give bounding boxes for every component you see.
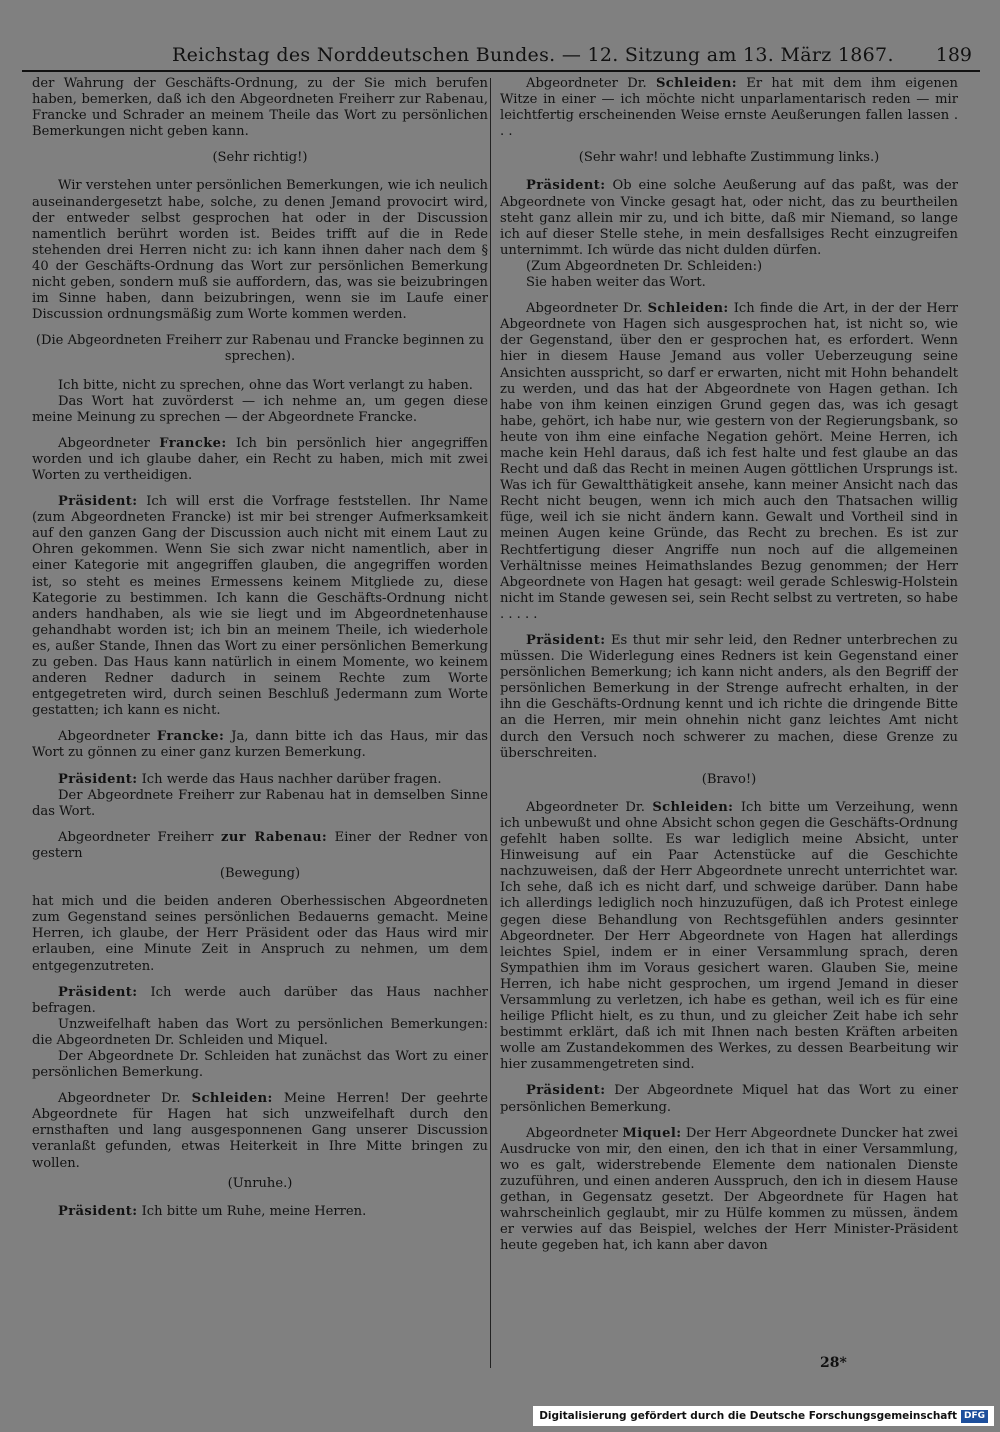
remark: (Bewegung) <box>219 866 301 882</box>
speech <box>500 1126 958 1255</box>
paragraph: Wir verstehen unter persönlichen Bemerkungen, wie ich neulich auseinandergesetzt habe, solche, zu denen Jemand provocirt wird, der entweder selbst gesprochen hat oder in der Discussion namentlich berührt worden ist. Beides trifft auf die in Rede stehenden drei Herren nicht zu: ich kann ihnen daher nach dem § 40 der Geschäfts-Ordnung das Wort zur persönlichen Bemerkung nicht geben, sondern muß sie auffordern, das, was sie beizubringen im Sinne haben, dann beizubringen, wenn sie im Laufe einer Discussion ordnungsmäßig zum Worte kommen werden. <box>32 178 488 323</box>
speech <box>500 178 958 258</box>
speech-text: Meine Herren! Der geehrte Abgeordnete für Hagen hat sich unzweifelhaft durch den ernsthaften und lang ausgesponnenen Gang unserer Discussion veranlaßt gefunden, etwas Heiterkeit in Ihre Mitte bringen zu wollen. <box>32 1091 488 1171</box>
speaker-name: Präsident: <box>58 771 138 787</box>
speech-text: Ich bitte um Verzeihung, wenn ich unbewußt und ohne Absicht schon gegen die Geschäfts-Ordnung gefehlt haben sollte. Es war lediglich meine Absicht, unter Hinweisung auf ein Paar Actenstücke auf die Geschichte nachzuweisen, daß der Herr Abgeordnete unrecht unterrichtet war. Ich sehe, daß ich es nicht darf, und schweige darüber. Dann habe ich allerdings lediglich noch hinzuzufügen, daß ich Protest einlege gegen diese Behandlung von Rechtsgefühlen anders gesinnter Abgeordneter. Der Herr Abgeordnete von Hagen hat allerdings leichtes Spiel, indem er in einer Versammlung sprach, deren Sympathien ihm im Voraus gesichert waren. Glauben Sie, meine Herren, ich habe nicht gesprochen, um irgend Jemand in dieser Versammlung zu verletzen, ich habe es gethan, weil ich es für eine heilige Pflicht hielt, es zu thun, und zu gleicher Zeit habe ich sehr bestimmt erklärt, daß ich mit Ihnen nach besten Kräften arbeiten wolle am Zustandekommen des Werkes, zu dessen Bearbeitung wir hier zusammengetreten sind. <box>500 799 958 1073</box>
remark: (Die Abgeordneten Freiherr zur Rabenau und Francke beginnen zu sprechen). <box>35 333 485 365</box>
dfg-logo-icon: DFG <box>961 1410 988 1423</box>
remark: (Unruhe.) <box>227 1175 293 1191</box>
speaker-prefix: Abgeordneter <box>58 435 160 451</box>
paragraph: Sie haben weiter das Wort. <box>526 275 706 291</box>
remark: (Bravo!) <box>701 771 757 787</box>
speaker-prefix: Abgeordneter Dr. <box>526 301 648 317</box>
speech-text: Ich will erst die Vorfrage feststellen. Ihr Name (zum Abgeordneten Francke) ist mir bei strenger Aufmerksamkeit auf den ganzen Gang der Discussion auch nicht mit einem Laut zu Ohren gekommen. Wenn Sie sich zwar nicht namentlich, aber in einer Kategorie mit angegriffen glauben, die angegriffen worden ist, so steht es meines Ermessens keinem Mitgliede zu, diese Kategorie zu bestimmen. Ich kann die Geschäfts-Ordnung nicht anders handhaben, als wie sie liegt und im Abgeordnetenhause gehandhabt worden ist; ich bin an meinem Theile, ich wiederhole es, außer Stande, Ihnen das Wort zu einer persönlichen Bemerkung zu geben. Das Haus kann natürlich in einem Momente, wo keinem anderen Redner dadurch in seinem Rechte zum Worte entgegetreten wird, durch seinen Beschluß Jedermann zum Worte gestatten; ich kann es nicht. <box>32 494 488 719</box>
speech <box>32 494 488 719</box>
speaker-name: Präsident: <box>526 178 606 194</box>
speech-text: Ja, dann bitte ich das Haus, mir das Wort zu gönnen zu einer ganz kurzen Bemerkung. <box>32 729 488 761</box>
speaker-name: Schleiden: <box>191 1091 273 1107</box>
speech-text: Ich werde auch darüber das Haus nachher befragen. <box>32 984 488 1016</box>
speaker-name: Präsident: <box>526 633 606 648</box>
speech <box>32 772 488 788</box>
speaker-prefix: Abgeordneter Freiherr <box>58 829 222 845</box>
speech <box>32 729 488 761</box>
speaker-name: Präsident: <box>58 984 138 1000</box>
running-header <box>22 40 980 72</box>
speech <box>32 1091 488 1171</box>
speaker-name: Präsident: <box>58 1203 138 1219</box>
paragraph: Ich bitte, nicht zu sprechen, ohne das Wort verlangt zu haben. <box>58 377 473 393</box>
speech <box>32 436 488 484</box>
paragraph: Der Abgeordnete Dr. Schleiden hat zunächst das Wort zu einer persönlichen Bemerkung. <box>32 1048 488 1081</box>
left-column <box>32 76 488 1376</box>
speaker-name: Francke: <box>156 729 225 745</box>
paragraph: Der Abgeordnete Freiherr zur Rabenau hat in demselben Sinne das Wort. <box>32 787 488 819</box>
speech-text: Der Abgeordnete Miquel hat das Wort zu einer persönlichen Bemerkung. <box>500 1083 958 1115</box>
sheet-signature: 28* <box>820 1355 847 1371</box>
speech-text: Ich bitte um Ruhe, meine Herren. <box>137 1203 367 1219</box>
speech-text: Ich werde das Haus nachher darüber fragen. <box>137 771 442 787</box>
speaker-prefix: Abgeordneter <box>526 1125 623 1141</box>
speech-text: Ob eine solche Aeußerung auf das paßt, was der Abgeordnete von Vincke gesagt hat, oder nicht, das zu beurtheilen steht ganz allein mir zu, und ich bitte, daß mir Niemand, so lange ich auf dieser Stelle stehe, in mein desfallsiges Recht einzugreifen unternimmt. Ich würde das nicht dulden dürfen. <box>500 178 958 258</box>
paragraph: hat mich und die beiden anderen Oberhessischen Abgeordneten zum Gegenstand seines persönlichen Bedauerns gemacht. Meine Herren, ich glaube, der Herr Präsident oder das Haus wird mir erlauben, eine Minute Zeit in Anspruch zu nehmen, um dem entgegenzutreten. <box>32 894 488 974</box>
remark: (Sehr richtig!) <box>212 150 308 166</box>
digitization-credit <box>533 1406 994 1426</box>
paragraph: (Zum Abgeordneten Dr. Schleiden:) <box>526 258 763 274</box>
speaker-prefix: Abgeordneter Dr. <box>58 1091 192 1107</box>
speech-text: Einer der Redner von gestern <box>32 829 488 861</box>
speech <box>500 1083 958 1115</box>
speaker-name: Schleiden: <box>655 76 738 91</box>
running-title: Reichstag des Norddeutschen Bundes. — 12. Sitzung am 13. März 1867. <box>172 44 894 66</box>
speech-text: Ich bin persönlich hier angegriffen worden und ich glaube daher, ein Recht zu haben, mich mit zwei Worten zu vertheidigen. <box>32 435 488 483</box>
speech <box>500 76 958 140</box>
speech <box>32 1204 488 1220</box>
speech-text: Es thut mir sehr leid, den Redner unterbrechen zu müssen. Die Widerlegung eines Redners ist kein Gegenstand einer persönlichen Bemerkung; ich kann nicht anders, als den Begriff der persönlichen Bemerkung in der Strenge aufrecht erhalten, in der ihn die Geschäfts-Ordnung kennt und ich richte die dringende Bitte an die Herren, mir mein ohnehin nicht ganz leichtes Amt nicht durch den Versuch noch schwerer zu machen, diese Grenze zu überschreiten. <box>500 633 958 761</box>
speech <box>500 633 958 762</box>
speaker-name: Francke: <box>159 435 227 451</box>
speech-text: Ich finde die Art, in der der Herr Abgeordnete von Hagen sich ausgesprochen hat, ist nicht so, wie der Gegenstand, über den er gesprochen hat, es erfordert. Wenn hier in diesem Hause Jemand aus voller Ueberzeugung seine Ansichten ausspricht, so darf er erwarten, nicht mit Hohn behandelt zu werden, und das hat der Abgeordnete von Hagen gethan. Ich habe von ihm keinen einzigen Grund gegen das, was ich gesagt habe, gehört, ich habe nur, wie gestern von der Regierungsbank, so heute von ihm eine einfache Negation gehört. Meine Herren, ich mache kein Hehl daraus, daß ich fest halte und fest glaube an das Recht und daß das Recht in meinen Augen göttlichen Ursprungs ist. Was ich für Gewaltthätigkeit ansehe, kann meiner Ansicht nach das Recht nicht beugen, wenn ich mich auch den Thatsachen willig füge, weil ich sie nicht ändern kann. Gewalt und Vortheil sind in meinen Augen keine Gründe, das Recht zu brechen. Es ist zur Rechtfertigung dieser Angriffe nun noch auf die allgemeinen Verhältnisse meines Heimathslandes Bezug genommen; der Herr Abgeordnete von Hagen hat gesagt: weil gerade Schleswig-Holstein nicht im Stande gewesen sei, sein Recht selbst zu vertreten, so habe . . . . . <box>500 301 958 622</box>
speaker-prefix: Abgeordneter Dr. <box>526 76 656 91</box>
paragraph: der Wahrung der Geschäfts-Ordnung, zu der Sie mich berufen haben, bemerken, daß ich den Abgeordneten Freiherr zur Rabenau, Francke und Schrader an meinem Theile das Wort zu persönlichen Bemerkungen nicht geben kann. <box>32 76 488 140</box>
speaker-prefix: Abgeordneter Dr. <box>526 799 653 815</box>
speech <box>32 830 488 862</box>
speech-text: Er hat mit dem ihm eigenen Witze in einer — ich möchte nicht unparlamentarisch reden — mir leichtfertig erscheinenden Weise ernste Aeußerungen fallen lassen . . . <box>500 76 958 140</box>
paragraph: Unzweifelhaft haben das Wort zu persönlichen Bemerkungen: die Abgeordneten Dr. Schleiden und Miquel. <box>32 1016 488 1048</box>
speech <box>500 800 958 1074</box>
page-number: 189 <box>935 44 972 66</box>
speaker-name: Präsident: <box>58 494 138 510</box>
speech <box>32 985 488 1017</box>
speaker-prefix: Abgeordneter <box>58 729 157 745</box>
right-column <box>500 76 958 1376</box>
speech <box>500 301 958 623</box>
speaker-name: Schleiden: <box>652 799 734 815</box>
speaker-name: Präsident: <box>526 1083 606 1099</box>
remark: (Sehr wahr! und lebhafte Zustimmung links.) <box>578 150 880 166</box>
paragraph: Das Wort hat zuvörderst — ich nehme an, um gegen diese meine Meinung zu sprechen — der Abgeordnete Francke. <box>32 393 488 425</box>
speaker-name: zur Rabenau: <box>221 829 328 845</box>
speech-text: Der Herr Abgeordnete Duncker hat zwei Ausdrucke von mir, den einen, den ich that in einer Versammlung, wo es galt, widerstrebende Elemente dem nationalen Dienste zuzuführen, und einen anderen Ausspruch, den ich in diesem Hause gethan, in Gegensatz gesetzt. Der Abgeordnete für Hagen hat wahrscheinlich geglaubt, mir zu Hülfe kommen zu müssen, ändem er verwies auf das Beispiel, welches der Herr Minister-Präsident heute gegeben hat, ich kann aber davon <box>500 1125 958 1254</box>
speaker-name: Miquel: <box>622 1125 682 1141</box>
speaker-name: Schleiden: <box>647 301 729 317</box>
credit-text: Digitalisierung gefördert durch die Deutsche Forschungsgemeinschaft <box>539 1410 957 1422</box>
column-divider <box>490 78 491 1368</box>
